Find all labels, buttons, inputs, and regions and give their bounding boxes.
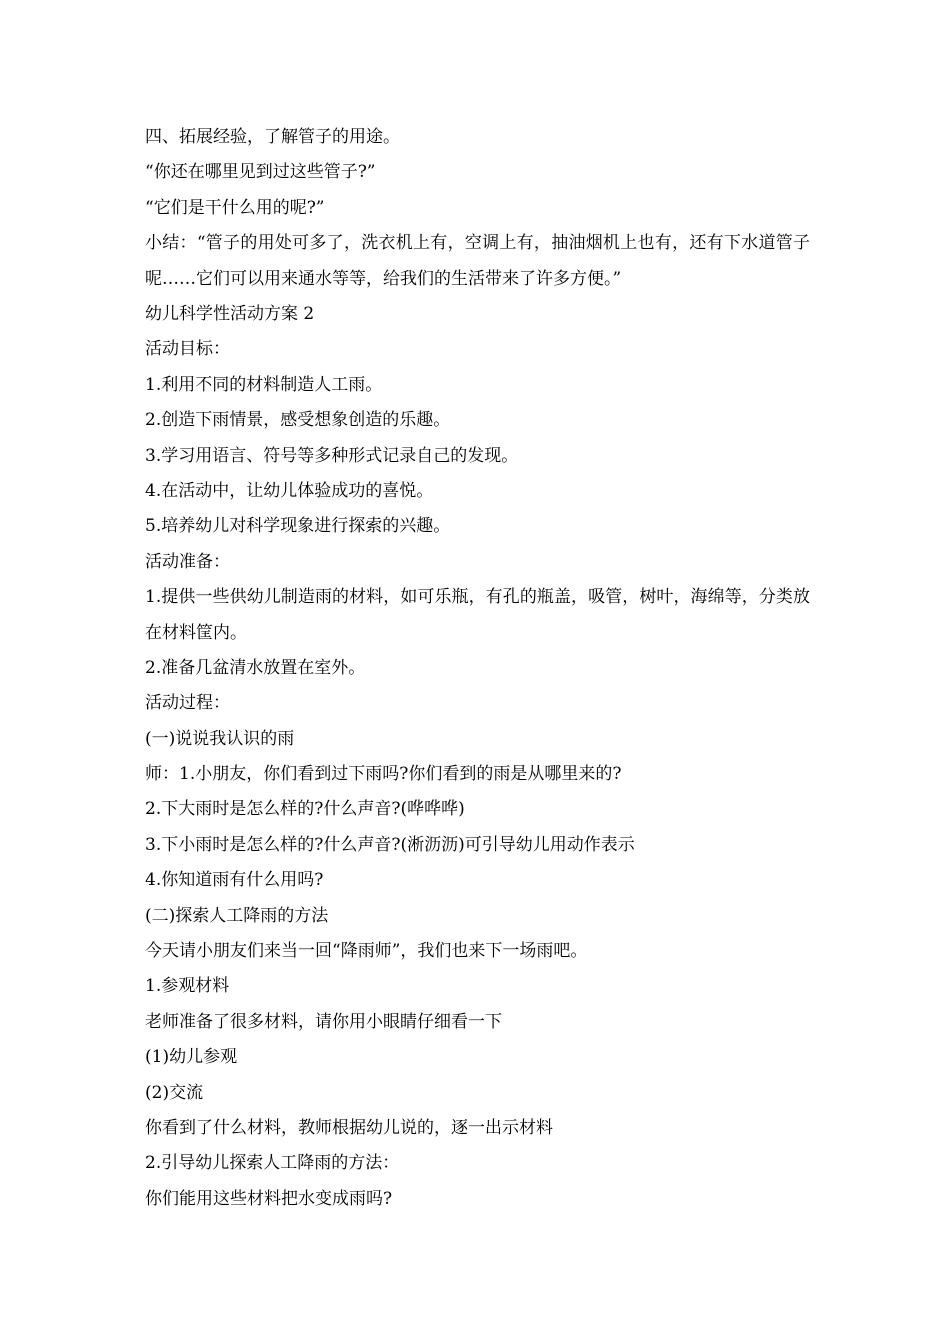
section-heading: 活动目标： — [145, 339, 230, 360]
list-item: 2.准备几盆清水放置在室外。 — [145, 657, 366, 678]
list-item: 2.创造下雨情景，感受想象创造的乐趣。 — [145, 410, 451, 431]
list-item: 2.下大雨时是怎么样的?什么声音?(哗哗哗) — [145, 799, 465, 820]
paragraph: 你看到了什么材料，教师根据幼儿说的，逐一出示材料 — [145, 1117, 553, 1138]
list-item: 1.提供一些供幼儿制造雨的材料，如可乐瓶，有孔的瓶盖，吸管，树叶，海绵等，分类放在材料筐内。 — [145, 587, 810, 643]
paragraph: “你还在哪里见到过这些管子?” — [145, 162, 376, 183]
subsection-heading: (一)说说我认识的雨 — [145, 728, 295, 749]
section-heading: 活动准备： — [145, 551, 230, 572]
list-item: 1.参观材料 — [145, 976, 230, 997]
list-item: 1.利用不同的材料制造人工雨。 — [145, 374, 383, 395]
summary-paragraph: 小结：“管子的用处可多了，洗衣机上有，空调上有，抽油烟机上也有，还有下水道管子呢……它们可以用来通水等等，给我们的生活带来了许多方便。” — [145, 233, 810, 289]
paragraph: 你们能用这些材料把水变成雨吗? — [145, 1188, 393, 1209]
paragraph: 师：1.小朋友，你们看到过下雨吗?你们看到的雨是从哪里来的? — [145, 764, 622, 785]
list-item: 2.引导幼儿探索人工降雨的方法： — [145, 1153, 400, 1174]
list-item: 3.下小雨时是怎么样的?什么声音?(淅沥沥)可引导幼儿用动作表示 — [145, 834, 635, 855]
list-item: (1)幼儿参观 — [145, 1047, 238, 1068]
paragraph: 老师准备了很多材料，请你用小眼睛仔细看一下 — [145, 1011, 502, 1032]
subsection-heading: (二)探索人工降雨的方法 — [145, 905, 329, 926]
list-item: 4.你知道雨有什么用吗? — [145, 870, 324, 891]
section-heading: 活动过程： — [145, 693, 230, 714]
paragraph: “它们是干什么用的呢?” — [145, 197, 325, 218]
section-heading: 四、拓展经验，了解管子的用途。 — [145, 127, 400, 147]
list-item: (2)交流 — [145, 1082, 204, 1103]
paragraph: 今天请小朋友们来当一回“降雨师”，我们也来下一场雨吧。 — [145, 941, 588, 962]
list-item: 4.在活动中，让幼儿体验成功的喜悦。 — [145, 480, 434, 501]
document-body — [145, 120, 810, 1217]
plan-title: 幼儿科学性活动方案 2 — [145, 303, 315, 324]
list-item: 3.学习用语言、符号等多种形式记录自己的发现。 — [145, 445, 519, 466]
list-item: 5.培养幼儿对科学现象进行探索的兴趣。 — [145, 516, 451, 537]
